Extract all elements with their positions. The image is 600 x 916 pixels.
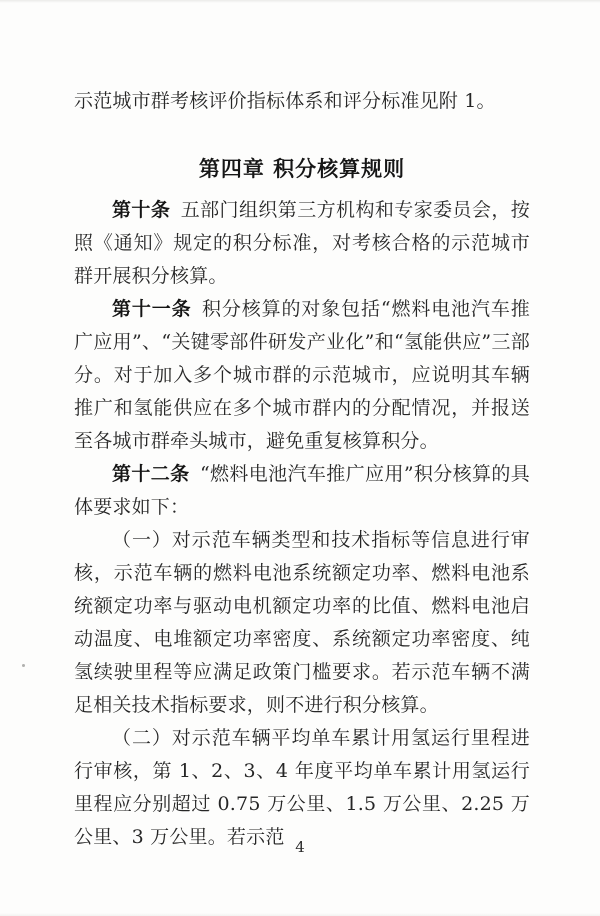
paragraph-item-2 <box>74 722 530 854</box>
item-2-text: （二）对示范车辆平均单车累计用氢运行里程进行审核，第 1、2、3、4 年度平均单车累计用氢运行里程应分别超过 0.75 万公里、1.5 万公里、2.25 万公里、3 万公里。若示范 <box>74 727 530 848</box>
page-content <box>74 85 530 854</box>
article-10-text: 五部门组织第三方机构和专家委员会，按照《通知》规定的积分标准，对考核合格的示范城市群开展积分核算。 <box>74 199 530 287</box>
item-1-text: （一）对示范车辆类型和技术指标等信息进行审核，示范车辆的燃料电池系统额定功率、燃料电池系统额定功率与驱动电机额定功率的比值、燃料电池启动温度、电堆额定功率密度、系统额定功率密度、纯氢续驶里程等应满足政策门槛要求。若示范车辆不满足相关技术指标要求，则不进行积分核算。 <box>74 529 530 716</box>
chapter-heading: 第四章 积分核算规则 <box>198 157 406 181</box>
article-11-lead: 第十一条 <box>112 298 192 320</box>
article-11-text: 积分核算的对象包括“燃料电池汽车推广应用”、“关键零部件研发产业化”和“氢能供应”三部分。对于加入多个城市群的示范城市，应说明其车辆推广和氢能供应在多个城市群内的分配情况，并报送至各城市群牵头城市，避免重复核算积分。 <box>74 298 530 452</box>
paragraph-article-12 <box>74 458 530 524</box>
paragraph-article-11 <box>74 293 530 458</box>
article-12-lead: 第十二条 <box>112 463 190 485</box>
paragraph-article-10 <box>74 194 530 293</box>
paragraph-continuation: 示范城市群考核评价指标体系和评分标准见附 1。 <box>74 90 496 112</box>
page-number: 4 <box>295 838 305 856</box>
scan-artifact-dot <box>22 664 25 667</box>
paragraph-item-1 <box>74 524 530 722</box>
article-10-lead: 第十条 <box>112 199 171 221</box>
article-12-text: “燃料电池汽车推广应用”积分核算的具体要求如下： <box>74 463 530 518</box>
